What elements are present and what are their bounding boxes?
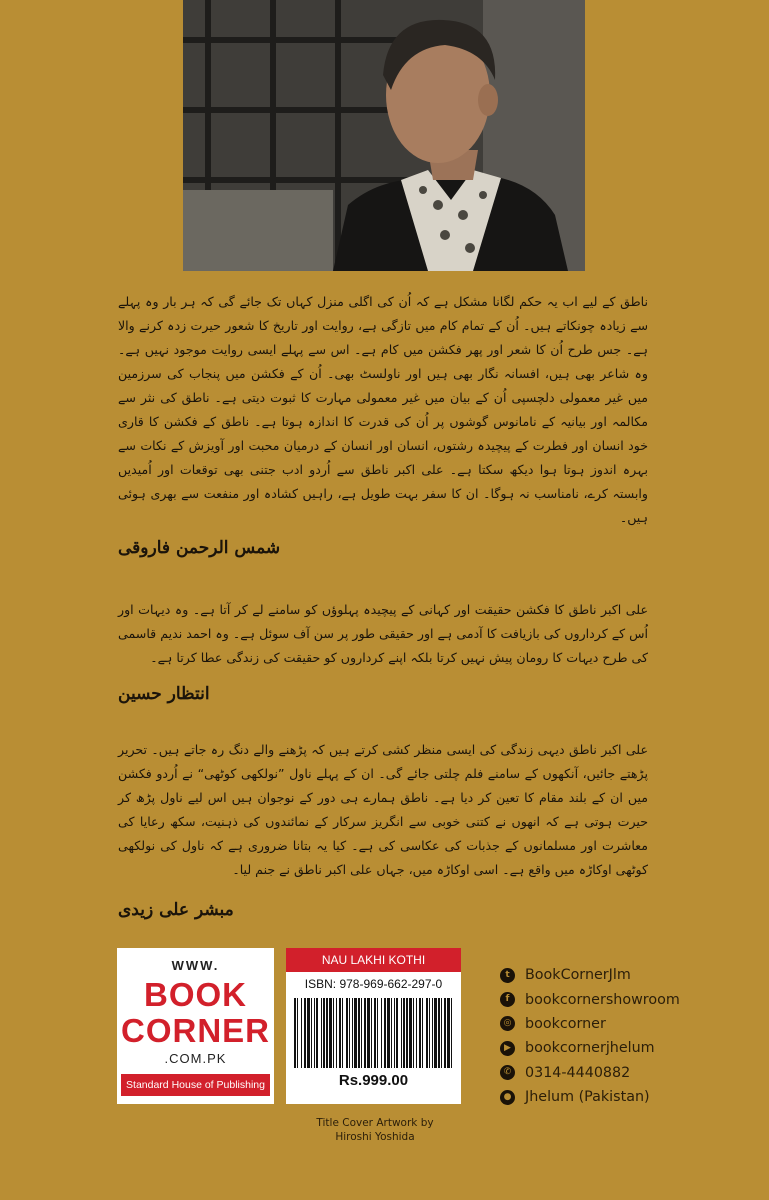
publisher-logo	[117, 948, 274, 1104]
cover-credit-line1: Title Cover Artwork by	[316, 1117, 434, 1129]
quote-paragraph-zaidi: علی اکبر ناطق دیہی زندگی کی ایسی منظر کشی کرتے ہیں کہ پڑھنے والے دنگ رہ جاتے ہیں۔ تحریر پڑھتے جائیں، آنکھوں کے سامنے فلم چلتی جائے گی۔ ان کے پہلے ناول ”نولکھی کوٹھی“ نے اُردو فکشن میں ان کے بلند مقام کا تعین کر دیا ہے۔ ناطق ہمارے ہی دور کے نوجوان ہیں اس لیے ناول پڑھ کر حیرت ہوتی ہے کہ انھوں نے کتنی خوبی سے انگریز سرکار کے نمائندوں کی ذہنیت، سکھ رعایا کی معاشرت اور مسلمانوں کے جذبات کی عکاسی کی ہے۔ کیا یہ بتانا ضروری ہے کہ ناول کی نولکھی کوٹھی اوکاڑہ میں واقع ہے۔ اسی اوکاڑہ میں، جہاں علی اکبر ناطق نے جنم لیا۔	[118, 742, 648, 877]
publisher-name-line1: BOOK	[144, 976, 247, 1013]
publisher-www: WWW.	[171, 958, 220, 973]
signature-faruqi: شمس الرحمن فاروقی	[118, 538, 281, 558]
social-item-youtube[interactable]	[500, 1036, 740, 1060]
social-item-facebook[interactable]	[500, 987, 740, 1011]
book-title-label: NAU LAKHI KOTHI	[286, 948, 461, 972]
isbn-label: ISBN: 978-969-662-297-0	[304, 977, 443, 991]
cover-credit-line2: Hiroshi Yoshida	[335, 1131, 415, 1143]
twitter-icon: t	[500, 968, 515, 983]
publisher-tagline: Standard House of Publishing	[121, 1074, 270, 1096]
price-label: Rs.999.00	[338, 1072, 409, 1089]
social-handle: BookCornerJlm	[525, 967, 631, 984]
barcode-bars	[292, 998, 455, 1068]
social-handle: bookcornershowroom	[525, 991, 680, 1008]
quote-paragraph-faruqi: ناطق کے لیے اب یہ حکم لگانا مشکل ہے کہ اُن کی اگلی منزل کہاں تک جائے گی کہ ہر بار وہ پہلے سے زیادہ چونکاتے ہیں۔ اُن کے تمام کام میں تازگی ہے، روایت اور تاریخ کا شعور حیرت زدہ کرنے والا ہے۔ جس طرح اُن کا شعر اور پھر فکشن میں کام ہے۔ اس سے پہلے ایسی روایت موجود نہیں ہے۔ وہ شاعر بھی ہیں، افسانہ نگار بھی ہیں اور ناولسٹ بھی۔ اُن کے فکشن میں پنجاب کی سرزمین میں غیر معمولی دلچسپی اُن کے بیان میں غیر معمولی مہارت کا ثبوت دیتی ہے۔ ناطق کی نثر سے مکالمہ اور بیانیہ کے نامانوس گوشوں پر اُن کی قدرت کا اندازہ ہوتا ہے۔ ناطق کے فکشن کا قاری خود انسان اور فطرت کے پیچیدہ رشتوں، انسان اور انسان کے درمیان محبت اور آویزش کے نکات سے بہرہ اندوز ہوتا ہوا دیکھ سکتا ہے۔ علی اکبر ناطق سے اُردو ادب جتنی بھی توقعات اور اُمیدیں وابستہ کرے، نامناسب نہ ہوگا۔ ان کا سفر بہت طویل ہے، راہیں کشادہ اور منفعت سے بھری ہوئی ہیں۔	[118, 294, 648, 525]
signature-husain: انتظار حسین	[118, 684, 210, 704]
social-location: Jhelum (Pakistan)	[525, 1089, 650, 1106]
social-item-location	[500, 1085, 740, 1109]
publisher-name-line2: CORNER	[120, 1012, 270, 1049]
location-icon: ●	[500, 1090, 515, 1105]
social-links	[500, 963, 740, 1109]
author-photo	[183, 0, 585, 271]
social-item-twitter[interactable]	[500, 963, 740, 987]
social-handle: bookcornerjhelum	[525, 1040, 655, 1057]
cover-credit	[300, 1116, 450, 1144]
social-item-whatsapp[interactable]	[500, 1061, 740, 1085]
social-item-instagram[interactable]	[500, 1012, 740, 1036]
whatsapp-icon: ✆	[500, 1065, 515, 1080]
author-photo-illustration	[183, 0, 585, 271]
facebook-icon: f	[500, 992, 515, 1007]
publisher-domain: .COM.PK	[164, 1051, 227, 1066]
social-phone: 0314-4440882	[525, 1064, 631, 1081]
social-handle: bookcorner	[525, 1015, 606, 1032]
youtube-icon: ▶	[500, 1041, 515, 1056]
barcode-panel	[286, 948, 461, 1104]
signature-zaidi: مبشر علی زیدی	[118, 900, 234, 920]
quote-paragraph-husain: علی اکبر ناطق کا فکشن حقیقت اور کہانی کے پیچیدہ پہلوؤں کو سامنے لے کر آتا ہے۔ وہ دیہات اور اُس کے کرداروں کی بازیافت کا آدمی ہے اور حقیقی طور پر سن آف سوئل ہے۔ وہ احمد ندیم قاسمی کی طرح دیہات کا رومان پیش نہیں کرتا بلکہ اپنے کرداروں کو حقیقت کی زندگی عطا کرتا ہے۔	[118, 602, 648, 665]
instagram-icon: ◎	[500, 1016, 515, 1031]
